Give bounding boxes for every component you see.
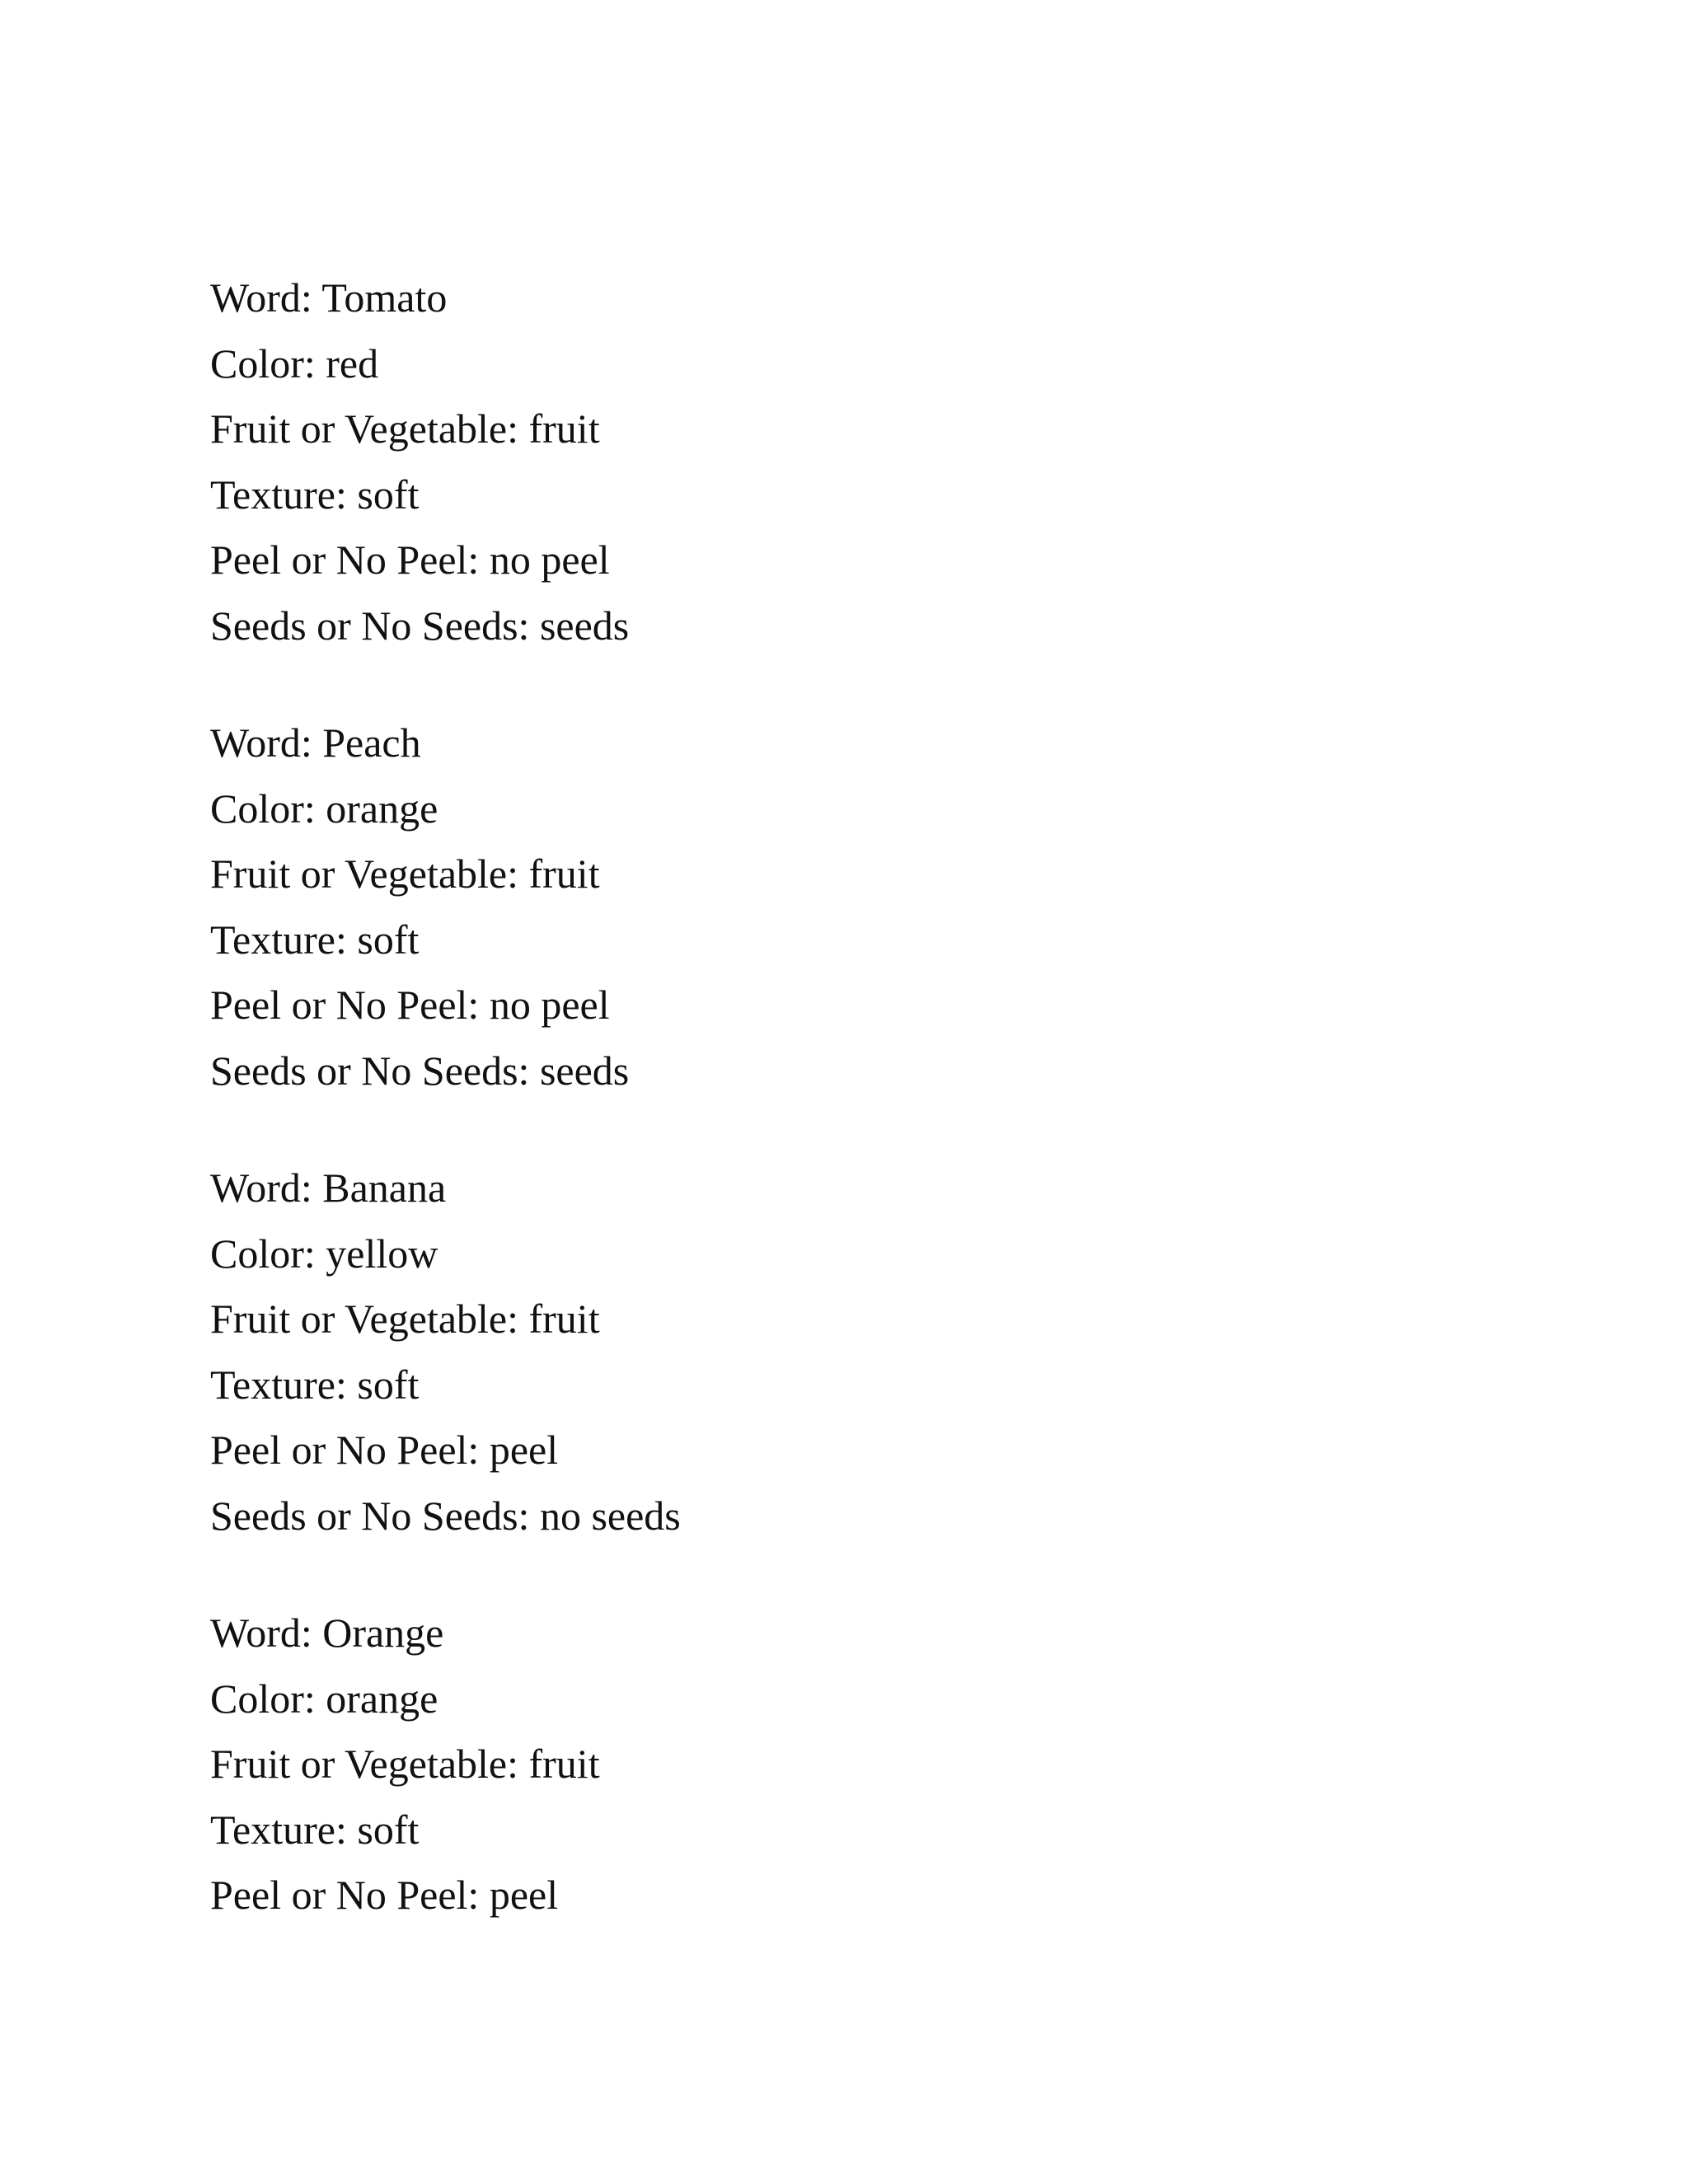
document-body <box>210 265 1479 1980</box>
entry-peel: Peel or No Peel: peel <box>210 1427 559 1473</box>
entry-texture: Texture: soft <box>210 916 420 963</box>
entry-type: Fruit or Vegetable: fruit <box>210 1741 600 1787</box>
entry-texture: Texture: soft <box>210 1806 420 1853</box>
entry-word: Word: Peach <box>210 719 421 766</box>
entry-color: Color: yellow <box>210 1230 438 1277</box>
entry-seeds: Seeds or No Seeds: no seeds <box>210 1492 681 1539</box>
entry-seeds: Seeds or No Seeds: seeds <box>210 1047 630 1094</box>
entry-peel: Peel or No Peel: no peel <box>210 982 610 1028</box>
entry-word: Word: Orange <box>210 1610 444 1656</box>
entry-peel: Peel or No Peel: peel <box>210 1872 559 1918</box>
entry-peel: Peel or No Peel: no peel <box>210 537 610 583</box>
entry-word: Word: Banana <box>210 1165 447 1211</box>
entry-color: Color: orange <box>210 1675 438 1722</box>
entry-color: Color: red <box>210 340 379 387</box>
entry-type: Fruit or Vegetable: fruit <box>210 851 600 897</box>
entry-color: Color: orange <box>210 785 438 832</box>
entry-orange <box>210 1601 1479 1929</box>
entry-texture: Texture: soft <box>210 471 420 518</box>
entry-word: Word: Tomato <box>210 274 448 321</box>
entry-texture: Texture: soft <box>210 1361 420 1408</box>
entry-banana <box>210 1155 1479 1549</box>
entry-tomato <box>210 265 1479 658</box>
entry-type: Fruit or Vegetable: fruit <box>210 1296 600 1342</box>
entry-type: Fruit or Vegetable: fruit <box>210 405 600 452</box>
entry-peach <box>210 710 1479 1104</box>
entry-seeds: Seeds or No Seeds: seeds <box>210 602 630 649</box>
